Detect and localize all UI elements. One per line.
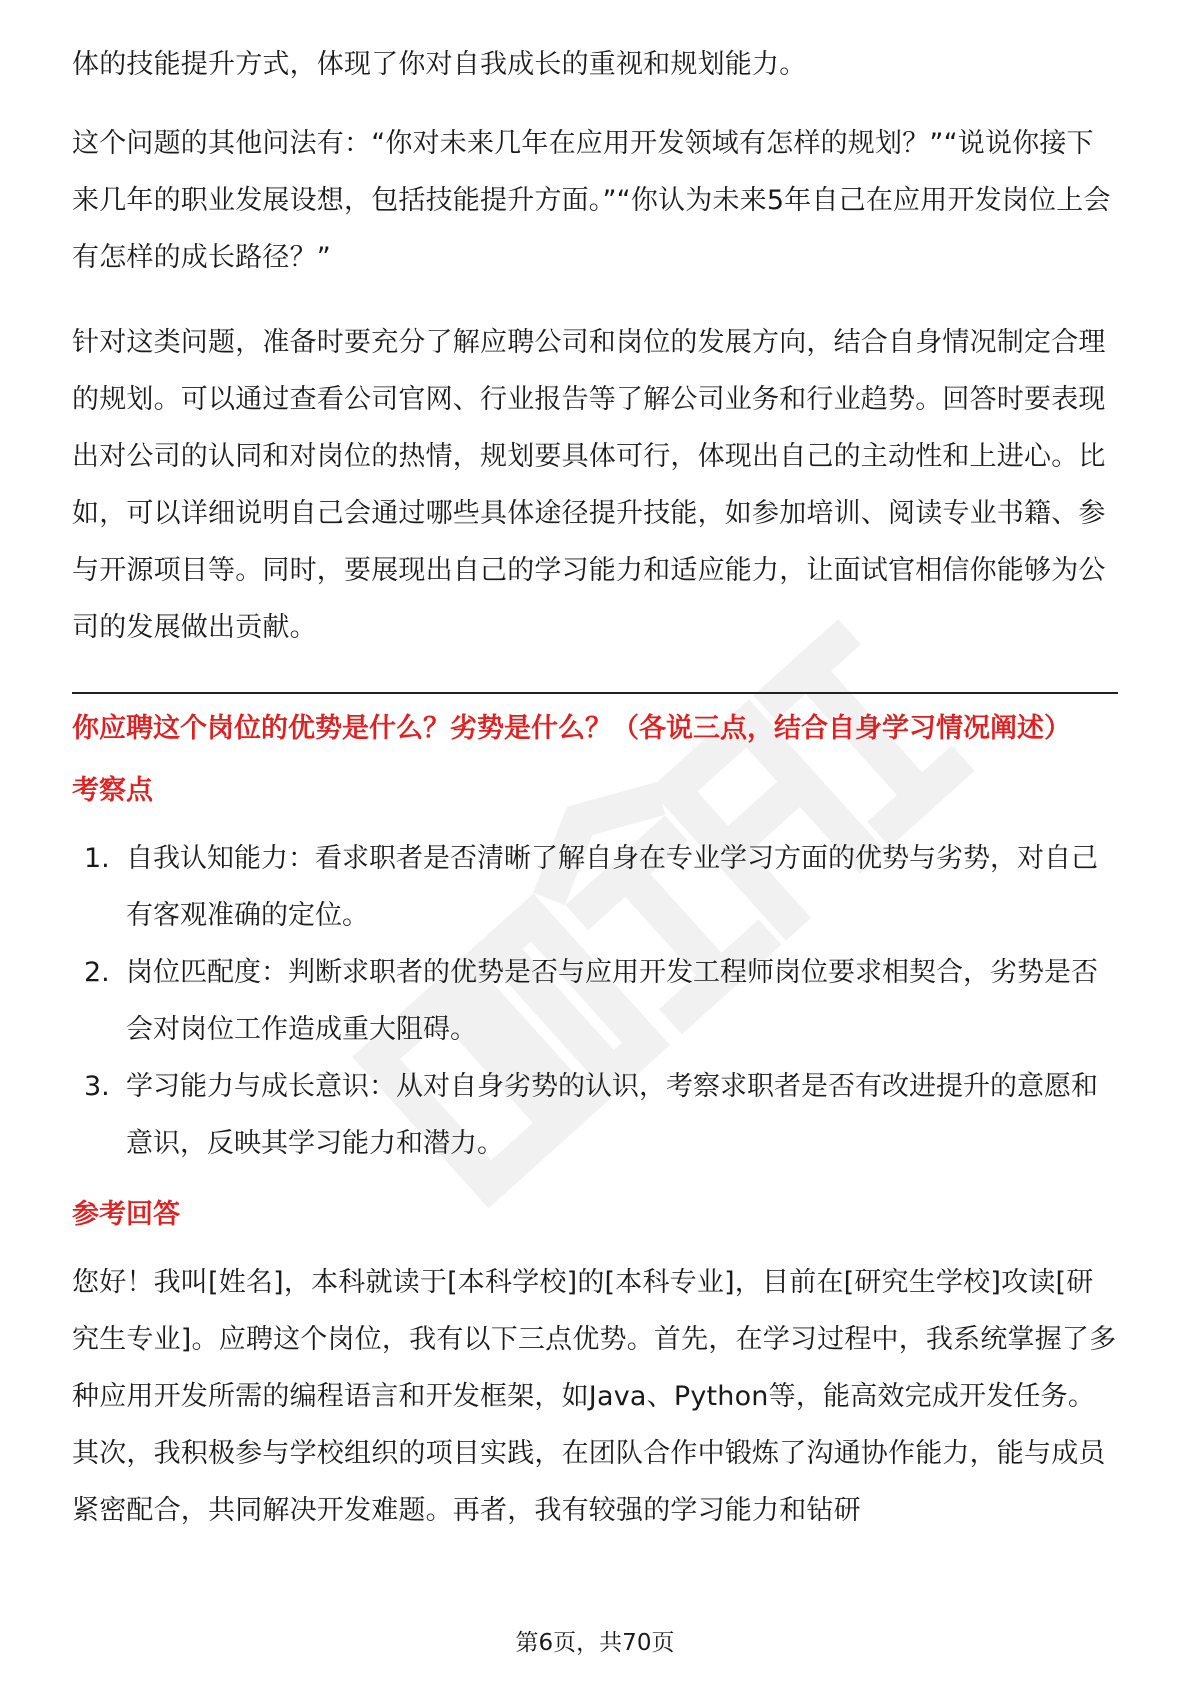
exam-point-text: 自我认知能力：看求职者是否清晰了解自身在专业学习方面的优势与劣势，对自己有客观准确的定位。 bbox=[126, 843, 1098, 931]
section-divider bbox=[72, 692, 1118, 694]
page-number-footer: 第6页，共70页 bbox=[515, 1630, 675, 1656]
exam-point-number: 2. bbox=[84, 957, 110, 988]
document-page bbox=[72, 36, 1118, 1539]
exam-points-list bbox=[72, 830, 1118, 1172]
intro-paragraph-3: 针对这类问题，准备时要充分了解应聘公司和岗位的发展方向，结合自身情况制定合理的规划。可以通过查看公司官网、行业报告等了解公司业务和行业趋势。回答时要表现出对公司的认同和对岗位的热情，规划要具体可行，体现出自己的主动性和上进心。比如，可以详细说明自己会通过哪些具体途径提升技能，如参加培训、阅读专业书籍、参与开源项目等。同时，要展现出自己的学习能力和适应能力，让面试官相信你能够为公司的发展做出贡献。 bbox=[72, 327, 1106, 643]
exam-point-item bbox=[72, 830, 1118, 944]
exam-point-text: 学习能力与成长意识：从对自身劣势的认识，考察求职者是否有改进提升的意愿和意识，反映其学习能力和潜力。 bbox=[126, 1071, 1098, 1159]
exam-point-number: 3. bbox=[84, 1071, 110, 1102]
intro-paragraph-1: 体的技能提升方式，体现了你对自我成长的重视和规划能力。 bbox=[72, 49, 807, 80]
exam-point-item bbox=[72, 1058, 1118, 1172]
exam-point-text: 岗位匹配度：判断求职者的优势是否与应用开发工程师岗位要求相契合，劣势是否会对岗位工作造成重大阻碍。 bbox=[126, 957, 1098, 1045]
exam-points-heading: 考察点 bbox=[72, 775, 153, 806]
intro-paragraph-2: 这个问题的其他问法有：“你对未来几年在应用开发领域有怎样的规划？”“说说你接下来几年的职业发展设想，包括技能提升方面。”“你认为未来5年自己在应用开发岗位上会有怎样的成长路径？” bbox=[72, 128, 1111, 273]
exam-point-number: 1. bbox=[84, 843, 110, 874]
exam-point-item bbox=[72, 944, 1118, 1058]
reference-answer-text: 您好！我叫[姓名]，本科就读于[本科学校]的[本科专业]，目前在[研究生学校]攻读[研究生专业]。应聘这个岗位，我有以下三点优势。首先，在学习过程中，我系统掌握了多种应用开发所需的编程语言和开发框架，如Java、Python等，能高效完成开发任务。其次，我积极参与学校组织的项目实践，在团队合作中锻炼了沟通协作能力，能与成员紧密配合，共同解决开发难题。再者，我有较强的学习能力和钻研 bbox=[72, 1267, 1117, 1526]
reference-answer-heading: 参考回答 bbox=[72, 1199, 180, 1230]
question-title: 你应聘这个岗位的优势是什么？劣势是什么？（各说三点，结合自身学习情况阐述） bbox=[72, 713, 1071, 744]
